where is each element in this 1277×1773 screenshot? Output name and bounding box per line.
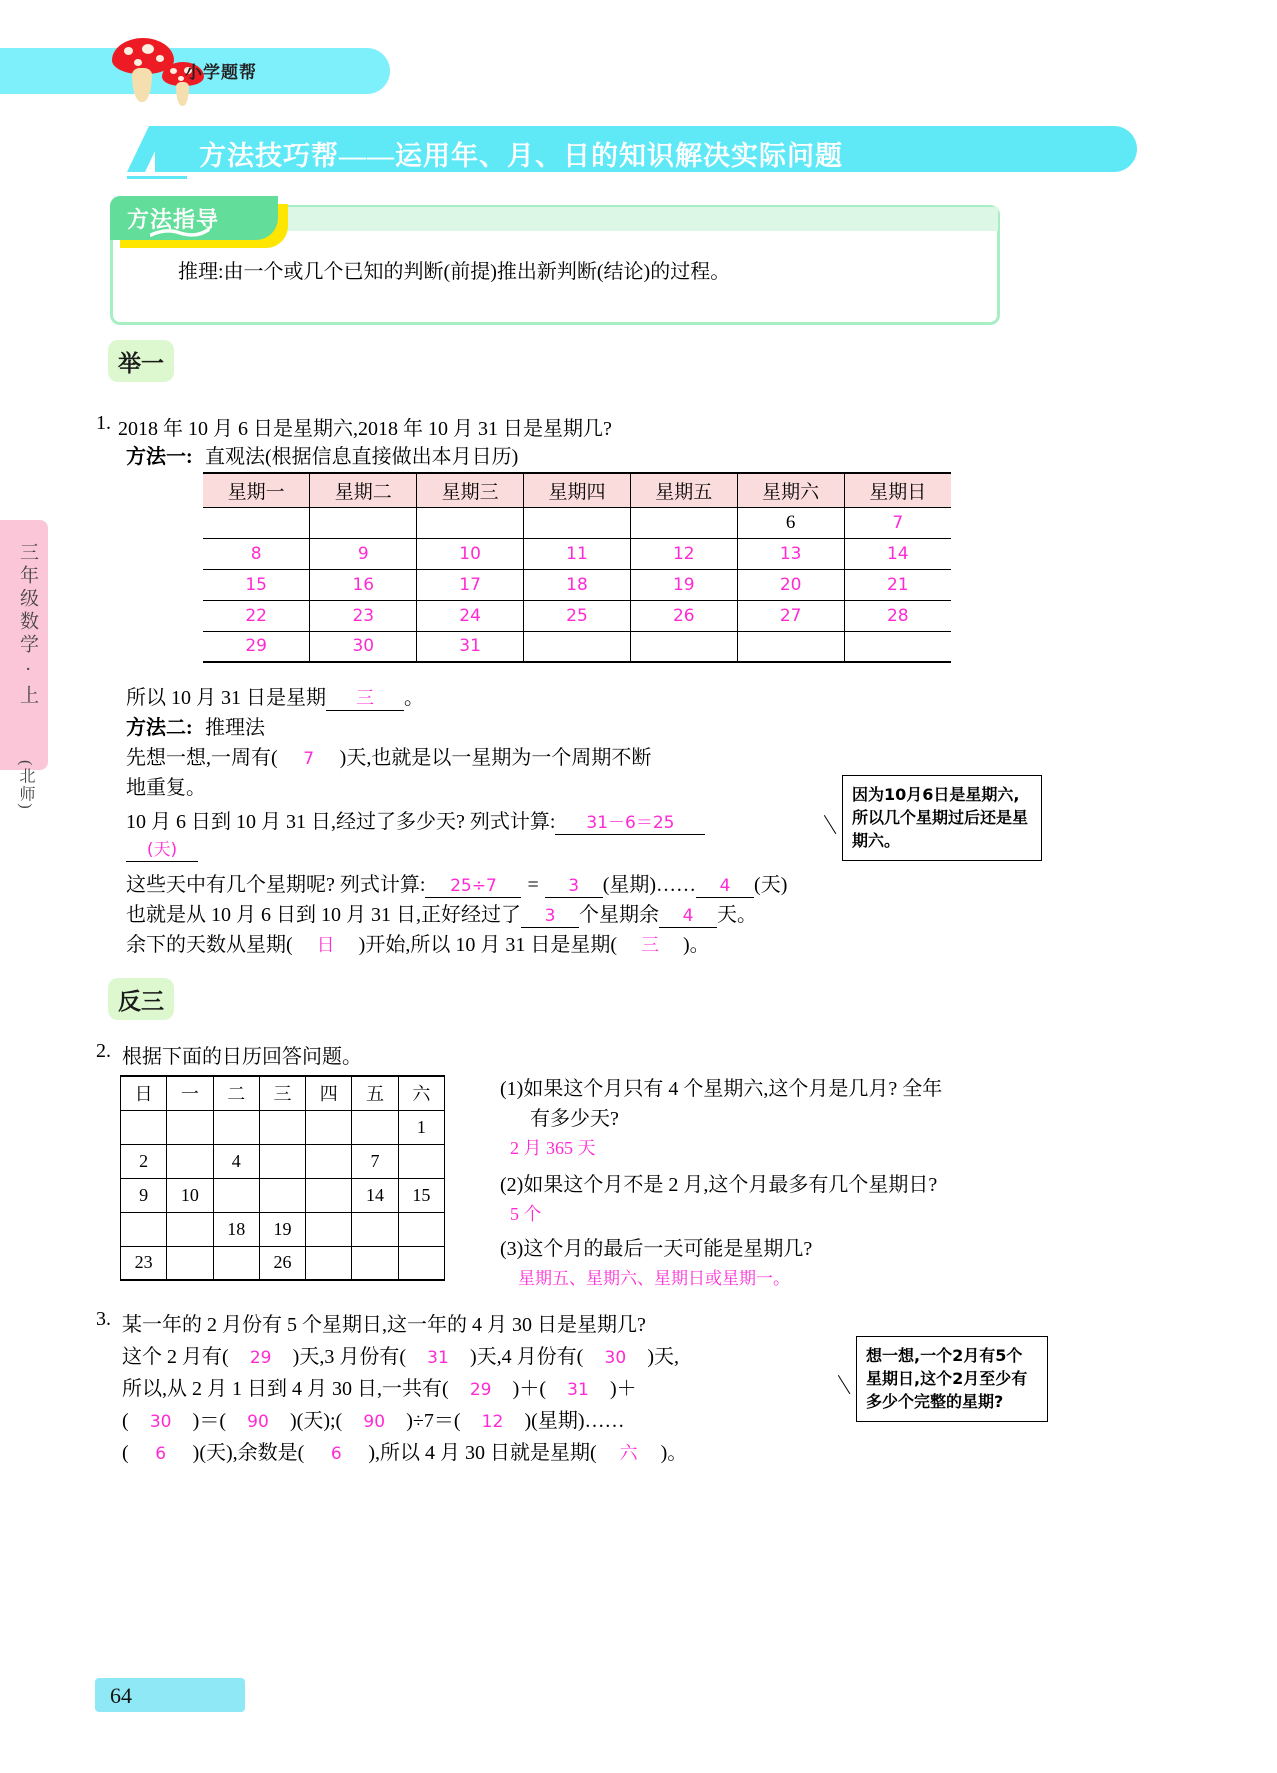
side-tab-subject: 三年级数学 · 上: [17, 542, 38, 708]
calendar-day-cell: [524, 569, 631, 600]
calendar-day-answer: 21: [886, 574, 909, 595]
q1-line-g: [126, 928, 710, 957]
q2-calendar-day-cell: [398, 1246, 444, 1280]
q3-l3-a2: 90: [247, 1412, 269, 1432]
q2-calendar-day-cell: [398, 1212, 444, 1246]
calendar-day-cell: [417, 538, 524, 569]
q3-l3-a4: 12: [481, 1412, 504, 1432]
calendar-day-cell: [524, 631, 631, 662]
q3-l4-a1: 6: [155, 1444, 167, 1464]
q2-calendar-day-cell: [259, 1110, 305, 1144]
q1-method2-text: 推理法: [205, 717, 265, 739]
q1-line-c-answer: 31－6＝25: [586, 813, 675, 833]
q2-calendar-table: [120, 1075, 445, 1281]
calendar-day-answer: 20: [779, 574, 802, 595]
q2-calendar-day-cell: 15: [398, 1178, 444, 1212]
q1-line-g-part1: 余下的天数从星期(: [126, 934, 293, 956]
q2-calendar-day-cell: [213, 1246, 259, 1280]
q1-line-a-answer: 7: [303, 749, 315, 769]
q3-line2: [122, 1372, 637, 1401]
q3-l3-p5: )(星期)……: [524, 1410, 625, 1432]
q3-l1-a2: 31: [427, 1348, 449, 1368]
q3-l2-p2: )＋(: [512, 1378, 546, 1400]
q1-line-f-part1: 也就是从 10 月 6 日到 10 月 31 日,正好经过了: [126, 904, 521, 926]
q3-l1-p3: )天,4 月份有(: [470, 1346, 584, 1368]
q3-l2-p1: 所以,从 2 月 1 日到 4 月 30 日,一共有(: [122, 1378, 449, 1400]
q2-sub3-answer: 星期五、星期六、星期日或星期一。: [518, 1269, 790, 1288]
calendar-day-answer: 13: [779, 543, 802, 564]
calendar-day-cell: [417, 631, 524, 662]
title-banner-underline: [127, 176, 187, 179]
q2-calendar-day-cell: 23: [121, 1246, 167, 1280]
calendar-day-answer: 28: [886, 605, 909, 626]
q2-calendar-day-cell: [167, 1246, 213, 1280]
calendar-day-cell: [310, 538, 417, 569]
q1-line-f-part3: 天。: [717, 904, 757, 926]
section-title-text: 方法技巧帮——运用年、月、日的知识解决实际问题: [199, 141, 843, 171]
calendar-day-answer: 22: [245, 605, 267, 626]
q2-calendar-day-cell: [306, 1144, 352, 1178]
q1-line-f: [126, 898, 757, 928]
calendar-day-answer: 23: [352, 605, 375, 626]
calendar-day-answer: 29: [245, 636, 267, 657]
calendar-day-cell: [630, 600, 737, 631]
q1-conclusion-prefix: 所以 10 月 31 日是星期: [126, 687, 326, 709]
q1-conclusion: [126, 681, 424, 711]
calendar-week-row: [203, 538, 951, 569]
q1-note-text: 因为10月6日是星期六,所以几个星期过后还是星期六。: [852, 785, 1029, 851]
calendar-header-5: 星期五: [630, 473, 737, 507]
q1-note-box: [842, 775, 1042, 861]
calendar-day-cell: [737, 538, 844, 569]
q1-line-e-answer3: 4: [719, 876, 731, 896]
q2-calendar-week-row: [121, 1144, 445, 1178]
calendar-day-cell: [630, 507, 737, 538]
q2-calendar-header-6: 五: [352, 1076, 398, 1110]
q3-l3-p1: (: [122, 1410, 129, 1432]
q3-line3: [122, 1404, 624, 1433]
q1-line-e-part2: (星期)……: [602, 874, 697, 896]
q2-calendar-header-4: 三: [259, 1076, 305, 1110]
q1-line-f-answer1: 3: [544, 906, 556, 926]
calendar-day-answer: 17: [459, 574, 481, 595]
q2-sub1-line1: (1)如果这个月只有 4 个星期六,这个月是几月? 全年: [500, 1078, 943, 1100]
q2-sub2: (2)如果这个月不是 2 月,这个月最多有几个星期日?: [500, 1174, 938, 1196]
q1-line-f-part2: 个星期余: [579, 904, 659, 926]
q3-l3-a3: 90: [363, 1412, 386, 1432]
calendar-day-cell: [737, 600, 844, 631]
q1-line-b: 地重复。: [126, 777, 206, 799]
calendar-day-cell: [310, 600, 417, 631]
side-tab-edition: (北师): [17, 760, 34, 811]
q2-calendar-day-cell: [213, 1110, 259, 1144]
q1-stem: 2018 年 10 月 6 日是星期六,2018 年 10 月 31 日是星期几?: [118, 418, 612, 440]
q3-line1: [122, 1340, 679, 1369]
q2-calendar-day-cell: 14: [352, 1178, 398, 1212]
q2-calendar-day-cell: 18: [213, 1212, 259, 1246]
method-guide-tag-label: 方法指导: [127, 207, 220, 232]
q3-l4-p3: ),所以 4 月 30 日就是星期(: [368, 1442, 597, 1464]
q1-line-e-answer1: 25÷7: [450, 876, 497, 896]
q3-l3-p3: )(天);(: [290, 1410, 343, 1432]
q2-calendar-week-row: [121, 1110, 445, 1144]
calendar-day-cell: [310, 631, 417, 662]
q2-calendar-week-row: [121, 1246, 445, 1280]
calendar-day-cell: [417, 507, 524, 538]
q2-calendar-header-row: [121, 1076, 445, 1110]
q1-line-c-part1: 10 月 6 日到 10 月 31 日,经过了多少天? 列式计算:: [126, 811, 556, 833]
calendar-day-answer: 18: [566, 574, 588, 595]
calendar-day-cell: [737, 569, 844, 600]
q3-l4-p1: (: [122, 1442, 129, 1464]
q2-sub1-line2: 有多少天?: [530, 1108, 619, 1130]
q1-line-g-part3: )。: [683, 934, 710, 956]
calendar-day-cell: [630, 538, 737, 569]
q1-line-d: [126, 835, 198, 862]
q3-line4: [122, 1436, 687, 1465]
calendar-day-answer: 16: [352, 574, 375, 595]
q2-calendar-body: [121, 1110, 445, 1280]
calendar-day-cell: [203, 538, 310, 569]
q3-l2-p3: )＋: [610, 1378, 637, 1400]
calendar-day-cell: [844, 569, 951, 600]
q1-method1-label: 方法一:: [126, 446, 193, 468]
q1-line-d-answer: (天): [146, 840, 178, 860]
calendar-header-3: 星期三: [417, 473, 524, 507]
q2-calendar-week-row: [121, 1178, 445, 1212]
q3-l3-p4: )÷7＝(: [406, 1410, 461, 1432]
calendar-day-cell: [737, 631, 844, 662]
q3-number: 3.: [96, 1308, 111, 1330]
q2-number: 2.: [96, 1040, 111, 1062]
calendar-day-cell: [203, 507, 310, 538]
q2-calendar-day-cell: [306, 1178, 352, 1212]
q2-calendar-day-cell: 2: [121, 1144, 167, 1178]
q2-calendar-day-cell: [167, 1110, 213, 1144]
q3-stem: 某一年的 2 月份有 5 个星期日,这一年的 4 月 30 日是星期几?: [122, 1314, 646, 1336]
q3-l1-a1: 29: [249, 1348, 272, 1368]
q1-method1-text: 直观法(根据信息直接做出本月日历): [205, 446, 519, 468]
calendar-day-answer: 8: [250, 543, 262, 564]
q1-calendar-table: [203, 472, 951, 663]
q1-method2-label: 方法二:: [126, 717, 193, 739]
q2-sub1-answer: 2 月 365 天: [510, 1138, 596, 1158]
q2-calendar-day-cell: [121, 1212, 167, 1246]
calendar-header-4: 星期四: [524, 473, 631, 507]
calendar-day-cell: [203, 631, 310, 662]
calendar-week-row: [203, 631, 951, 662]
q1-line-g-answer2: 三: [641, 935, 659, 955]
q2-calendar-day-cell: [306, 1246, 352, 1280]
q1-line-a: [126, 741, 651, 770]
calendar-day-answer: 14: [886, 543, 909, 564]
calendar-day-cell: [524, 507, 631, 538]
calendar-day-answer: 11: [566, 543, 588, 564]
q2-calendar-day-cell: [167, 1212, 213, 1246]
q2-calendar-day-cell: [167, 1144, 213, 1178]
q1-line-e-eq: =: [527, 874, 539, 896]
q2-calendar-day-cell: 9: [121, 1178, 167, 1212]
calendar-header-row: [203, 473, 951, 507]
q1-line-g-part2: )开始,所以 10 月 31 日是星期(: [358, 934, 617, 956]
calendar-day-answer: 31: [459, 636, 481, 657]
page-number: 64: [110, 1683, 132, 1708]
calendar-day-cell: [630, 569, 737, 600]
calendar-day-cell: 6: [737, 507, 844, 538]
q3-note-text: 想一想,一个2月有5个星期日,这个2月至少有多少个完整的星期?: [866, 1346, 1028, 1412]
q3-l2-a2: 31: [567, 1380, 589, 1400]
calendar-day-cell: [417, 569, 524, 600]
q2-stem: 根据下面的日历回答问题。: [122, 1046, 362, 1068]
calendar-day-answer: 26: [672, 605, 695, 626]
q3-l1-p2: )天,3 月份有(: [292, 1346, 406, 1368]
q2-calendar-day-cell: 19: [259, 1212, 305, 1246]
q3-l4-p2: )(天),余数是(: [192, 1442, 305, 1464]
calendar-day-answer: 25: [566, 605, 588, 626]
q1-line-a-part1: 先想一想,一周有(: [126, 747, 278, 769]
q2-calendar-day-cell: [306, 1110, 352, 1144]
swoosh-underline-icon: [150, 228, 210, 238]
calendar-day-cell: [310, 507, 417, 538]
calendar-day-answer: 12: [672, 543, 695, 564]
q2-calendar-header-2: 一: [167, 1076, 213, 1110]
calendar-day-answer: 15: [245, 574, 267, 595]
q2-calendar-day-cell: [259, 1178, 305, 1212]
q3-l1-a3: 30: [604, 1348, 627, 1368]
q2-calendar-day-cell: 26: [259, 1246, 305, 1280]
calendar-day-answer: 19: [672, 574, 695, 595]
q2-calendar-week-row: [121, 1212, 445, 1246]
q3-l4-p4: )。: [660, 1442, 688, 1464]
calendar-week-row: [203, 600, 951, 631]
calendar-day-answer: 30: [352, 636, 375, 657]
label-juyi: 举一: [108, 340, 174, 382]
calendar-header-1: 星期一: [203, 473, 310, 507]
q2-calendar-day-cell: 10: [167, 1178, 213, 1212]
q1-line-e-answer2: 3: [568, 876, 580, 896]
q3-l1-p4: )天,: [647, 1346, 679, 1368]
calendar-body: [203, 507, 951, 662]
calendar-week-row: [203, 569, 951, 600]
q1-line-a-part2: )天,也就是以一星期为一个周期不断: [339, 747, 652, 769]
q3-l4-a3: 六: [619, 1443, 638, 1463]
q1-conclusion-answer: 三: [356, 688, 374, 708]
calendar-day-cell: [844, 538, 951, 569]
brand-label: 小学题帮: [185, 63, 257, 83]
calendar-day-cell: [417, 600, 524, 631]
q3-l4-a2: 6: [330, 1444, 342, 1464]
calendar-header-6: 星期六: [737, 473, 844, 507]
q1-line-e-part3: (天): [754, 874, 788, 896]
q3-l1-p1: 这个 2 月有(: [122, 1346, 229, 1368]
calendar-day-cell: [844, 631, 951, 662]
q2-sub2-answer: 5 个: [510, 1204, 542, 1224]
section-title-banner: [127, 126, 1137, 172]
q1-line-e: [126, 868, 787, 898]
q1-line-c: [126, 805, 705, 835]
calendar-day-answer: 10: [459, 543, 481, 564]
q2-calendar-day-cell: 1: [398, 1110, 444, 1144]
q2-calendar-day-cell: [259, 1144, 305, 1178]
calendar-day-cell: [524, 538, 631, 569]
q1-line-f-answer2: 4: [682, 906, 694, 926]
q2-calendar-header-1: 日: [121, 1076, 167, 1110]
q1-conclusion-suffix: 。: [404, 687, 424, 709]
calendar-header-7: 星期日: [844, 473, 951, 507]
calendar-day-cell: [203, 569, 310, 600]
calendar-day-answer: 9: [357, 543, 369, 564]
q1-line-g-answer1: 日: [316, 935, 335, 955]
q1-number: 1.: [96, 412, 111, 434]
q2-calendar-day-cell: [352, 1246, 398, 1280]
q2-calendar-day-cell: [306, 1212, 352, 1246]
q3-l3-p2: )＝(: [192, 1410, 226, 1432]
calendar-day-cell: [524, 600, 631, 631]
q1-line-e-part1: 这些天中有几个星期呢? 列式计算:: [126, 874, 426, 896]
calendar-day-cell: [310, 569, 417, 600]
calendar-day-answer: 27: [779, 605, 802, 626]
calendar-week-row: [203, 507, 951, 538]
calendar-day-cell: [630, 631, 737, 662]
q2-calendar-day-cell: [213, 1178, 259, 1212]
calendar-day-answer: 7: [892, 512, 904, 533]
q2-calendar-day-cell: 7: [352, 1144, 398, 1178]
q2-calendar-day-cell: [352, 1212, 398, 1246]
calendar-day-answer: 24: [459, 605, 481, 626]
q2-calendar-header-3: 二: [213, 1076, 259, 1110]
q2-calendar-day-cell: [352, 1110, 398, 1144]
q2-calendar-header-5: 四: [306, 1076, 352, 1110]
calendar-day-cell: [844, 600, 951, 631]
calendar-day-cell: [844, 507, 951, 538]
q2-sub3: (3)这个月的最后一天可能是星期几?: [500, 1238, 813, 1260]
method-guide-text: 推理:由一个或几个已知的判断(前提)推出新判断(结论)的过程。: [178, 261, 731, 283]
q2-calendar-day-cell: [398, 1144, 444, 1178]
label-fansan: 反三: [108, 978, 174, 1020]
q2-calendar-header-7: 六: [398, 1076, 444, 1110]
q2-calendar-day-cell: 4: [213, 1144, 259, 1178]
q3-l3-a1: 30: [149, 1412, 172, 1432]
q2-calendar-day-cell: [121, 1110, 167, 1144]
q3-note-box: [856, 1336, 1048, 1422]
calendar-day-cell: [203, 600, 310, 631]
q3-l2-a1: 29: [469, 1380, 492, 1400]
calendar-header-2: 星期二: [310, 473, 417, 507]
